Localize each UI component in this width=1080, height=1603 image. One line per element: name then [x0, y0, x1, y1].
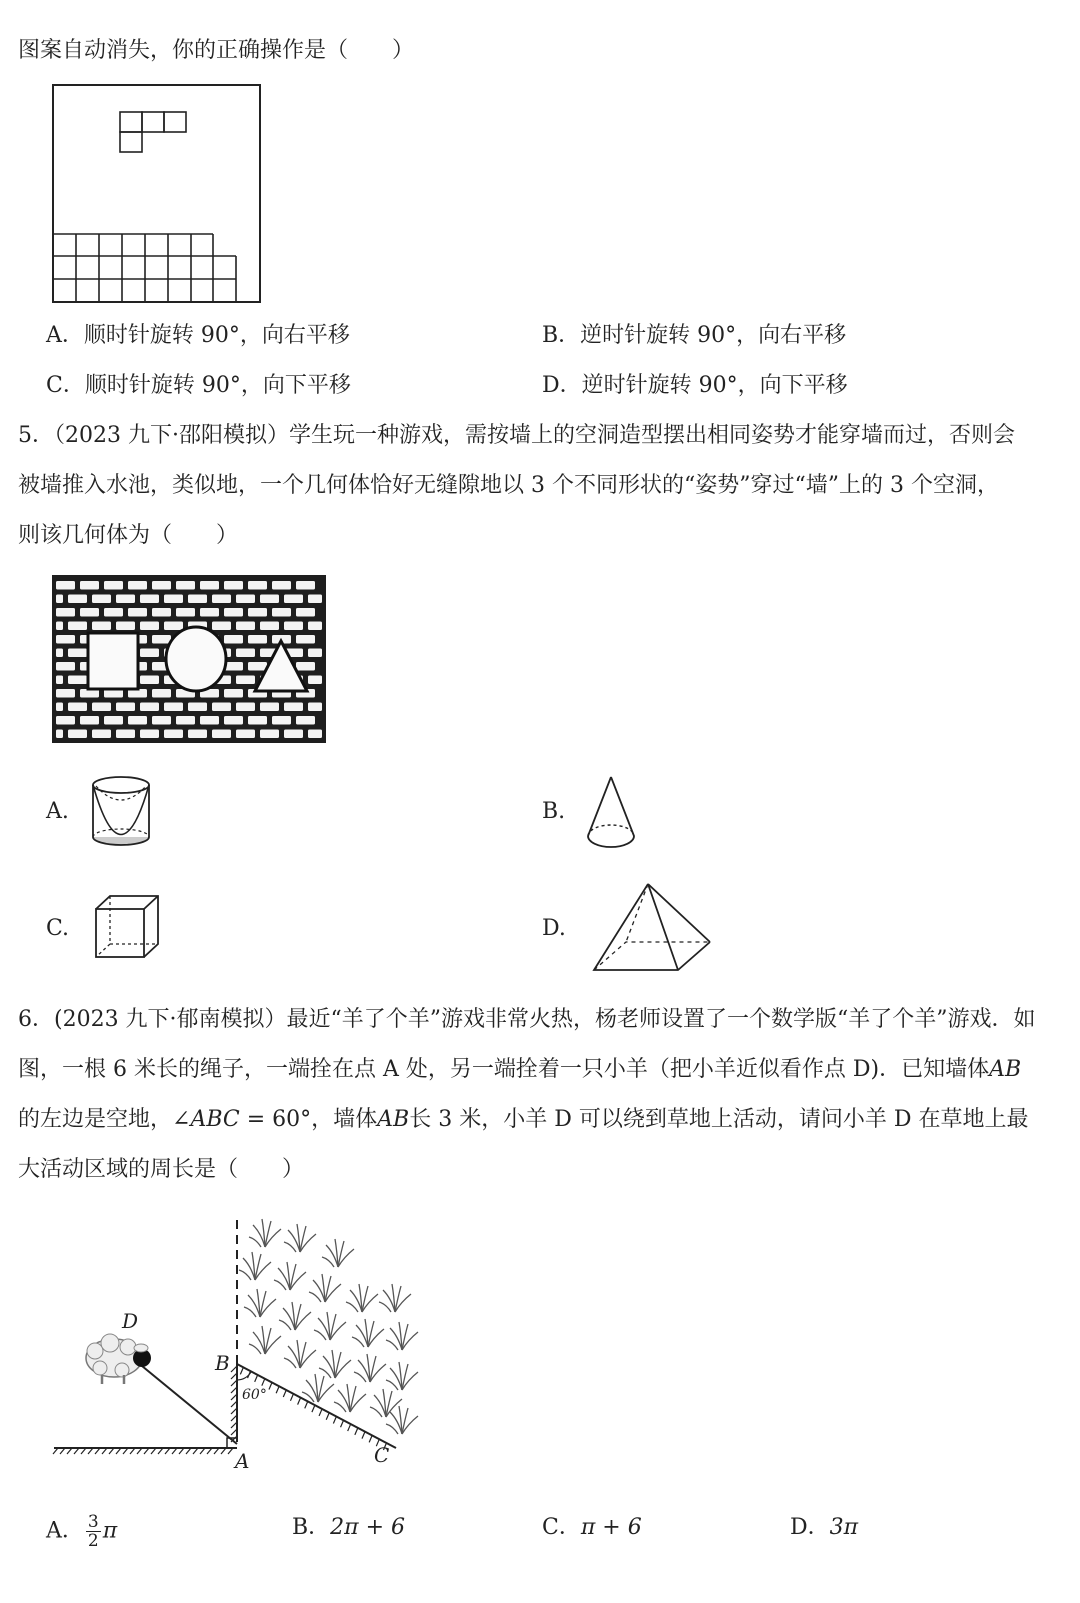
- label-angle-60: 60°: [242, 1387, 267, 1403]
- q6-text-line4: 大活动区域的周长是（ ）: [18, 1157, 305, 1182]
- q5-text-line2: 被墙推入水池，类似地，一个几何体恰好无缝隙地以 3 个不同形状的“姿势”穿过“墙”上的 3 个空洞，: [18, 473, 999, 498]
- q6-option-d-label: D．: [790, 1515, 830, 1540]
- q6-option-b[interactable]: [292, 1513, 405, 1543]
- q5-option-c-cube[interactable]: [92, 893, 162, 961]
- q5-option-b-cone[interactable]: [584, 774, 640, 852]
- q6-angle-abc: ∠ABC: [172, 1107, 240, 1132]
- q6-text-line3-a: 的左边是空地，: [18, 1107, 173, 1132]
- q5-option-a-cylinder[interactable]: [88, 774, 154, 850]
- q6-text-line2: [18, 1055, 1021, 1085]
- piece-cell: [142, 112, 164, 132]
- label-b: B: [215, 1351, 230, 1375]
- q5-option-c-label[interactable]: C.: [46, 916, 70, 941]
- wall-hole-rectangle: [88, 633, 138, 689]
- q4-option-c[interactable]: C．顺时针旋转 90°，向下平移: [46, 373, 351, 398]
- q6-option-a-label: A．: [46, 1518, 84, 1544]
- q4-option-a[interactable]: A．顺时针旋转 90°，向右平移: [46, 323, 350, 348]
- q6-option-c[interactable]: [542, 1513, 642, 1543]
- q6-text-line3-c: = 60°，墙体: [239, 1107, 378, 1132]
- sheep-icon: [86, 1334, 151, 1384]
- q6-option-a[interactable]: [46, 1513, 117, 1550]
- q5-option-d-pyramid[interactable]: [590, 880, 716, 976]
- q6-option-d[interactable]: [790, 1513, 858, 1543]
- label-d: D: [122, 1309, 139, 1333]
- fraction-3-2: [86, 1513, 101, 1550]
- q6-text-line3: [18, 1105, 1028, 1135]
- fraction-denominator: 2: [87, 1531, 99, 1551]
- q5-option-a-label[interactable]: A.: [46, 799, 69, 824]
- q5-text-line3: 则该几何体为（ ）: [18, 523, 239, 548]
- q5-text-line1: 5．（2023 九下·邵阳模拟）学生玩一种游戏，需按墙上的空洞造型摆出相同姿势才能穿墙而过，否则会: [18, 423, 1015, 448]
- q4-text-tail: 图案自动消失，你的正确操作是（ ）: [18, 38, 415, 63]
- label-a: A: [235, 1449, 250, 1473]
- q6-option-d-value: 3π: [829, 1515, 859, 1540]
- fraction-numerator: 3: [87, 1512, 99, 1532]
- q5-option-d-label[interactable]: D.: [542, 916, 566, 941]
- q6-option-b-label: B．: [292, 1515, 331, 1540]
- q6-option-b-value: 2π + 6: [330, 1515, 406, 1540]
- wall-hole-circle: [166, 627, 226, 691]
- q4-option-b[interactable]: B．逆时针旋转 90°，向右平移: [542, 323, 847, 348]
- q6-wall-ab: AB: [989, 1057, 1022, 1082]
- q6-sheep-figure: [50, 1212, 430, 1482]
- piece-cell: [120, 112, 142, 132]
- piece-cell: [164, 112, 186, 132]
- q4-option-d[interactable]: D．逆时针旋转 90°，向下平移: [542, 373, 848, 398]
- q4-tetris-figure: [52, 84, 262, 304]
- piece-cell: [120, 132, 142, 152]
- q6-option-c-label: C．: [542, 1515, 581, 1540]
- q6-option-c-value: π + 6: [580, 1515, 642, 1540]
- q6-text-line2-main: 图，一根 6 米长的绳子，一端拴在点 A 处，另一端拴着一只小羊（把小羊近似看作点 D)．已知墙体: [18, 1057, 990, 1082]
- pi-symbol: π: [102, 1518, 118, 1544]
- q6-text-line1: 6．(2023 九下·郁南模拟）最近“羊了个羊”游戏非常火热，杨老师设置了一个数学版“羊了个羊”游戏．如: [18, 1007, 1036, 1032]
- q5-option-b-label[interactable]: B.: [542, 799, 566, 824]
- rope-ad: [142, 1366, 237, 1444]
- q6-text-line3-e: 长 3 米，小羊 D 可以绕到草地上活动，请问小羊 D 在草地上最: [409, 1107, 1029, 1132]
- q6-wall-ab-2: AB: [377, 1107, 410, 1132]
- q5-wall-figure: [50, 573, 328, 745]
- label-c: C: [374, 1443, 390, 1467]
